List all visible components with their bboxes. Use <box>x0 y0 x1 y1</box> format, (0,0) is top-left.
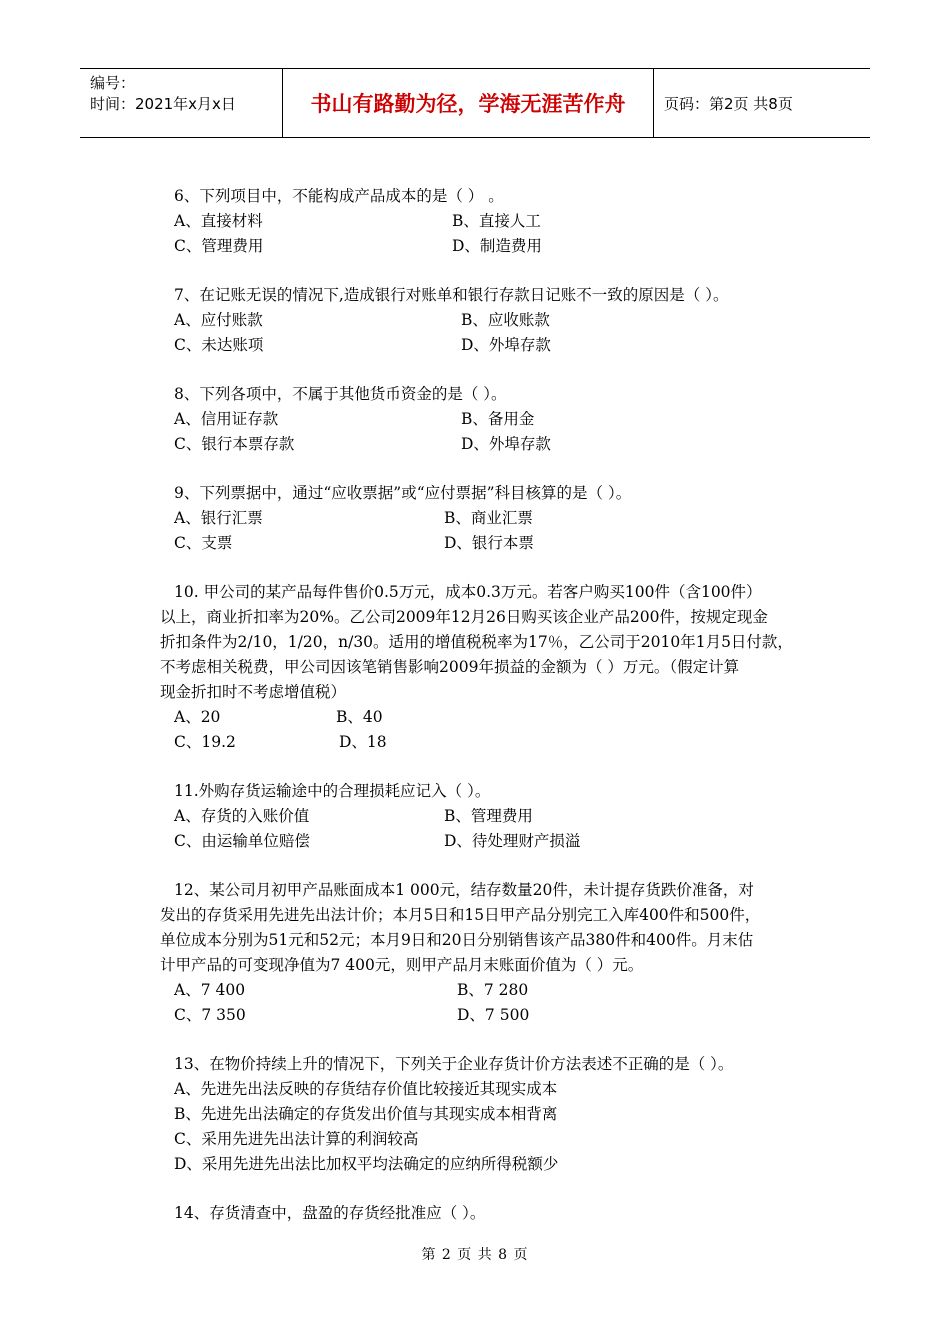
option-row <box>174 978 814 1003</box>
question-stem-line: 计甲产品的可变现净值为7 400元，则甲产品月末账面价值为（ ）元。 <box>160 956 644 974</box>
option-d: D、外埠存款 <box>461 336 551 354</box>
question-13 <box>174 1052 814 1177</box>
question-stem: 8、下列各项中，不属于其他货币资金的是（ ）。 <box>174 385 507 403</box>
page-footer: 第 2 页 共 8 页 <box>421 1247 529 1263</box>
question-list <box>160 184 814 1250</box>
option-c: C、由运输单位赔偿 <box>174 832 310 850</box>
option-a: A、7 400 <box>174 981 246 999</box>
option-a: A、银行汇票 <box>174 509 263 527</box>
question-stem-line: 12、某公司月初甲产品账面成本1 000元，结存数量20件，未计提存货跌价准备，对 <box>174 881 754 899</box>
option-b: B、7 280 <box>457 981 529 999</box>
option-row <box>174 705 814 730</box>
option-a: A、20 <box>174 708 221 726</box>
question-8 <box>174 382 814 457</box>
option-d: D、18 <box>339 733 387 751</box>
option-c: C、支票 <box>174 534 233 552</box>
document-number-label: 编号： <box>90 74 136 92</box>
question-stem-line: 10. 甲公司的某产品每件售价0.5万元，成本0.3万元。若客户购买100件（含100件） <box>174 583 762 601</box>
option-row <box>174 730 814 755</box>
question-10 <box>160 580 814 755</box>
header-motto: 书山有路勤为径，学海无涯苦作舟 <box>282 69 654 137</box>
option-row <box>174 506 814 531</box>
question-stem-line: 现金折扣时不考虑增值税） <box>160 683 347 701</box>
option-row <box>174 432 814 457</box>
question-7 <box>174 283 814 358</box>
option-a: A、应付账款 <box>174 311 263 329</box>
page-header <box>80 68 870 138</box>
question-9 <box>174 481 814 556</box>
option-d: D、外埠存款 <box>461 435 551 453</box>
option-row <box>174 531 814 556</box>
option-a: A、直接材料 <box>174 212 263 230</box>
option-b: B、备用金 <box>461 410 535 428</box>
option-d: D、7 500 <box>457 1006 530 1024</box>
question-14 <box>174 1201 814 1226</box>
option-c: C、7 350 <box>174 1006 246 1024</box>
option-c: C、银行本票存款 <box>174 435 295 453</box>
option-a: A、信用证存款 <box>174 410 279 428</box>
header-meta <box>80 69 282 137</box>
option-row <box>174 1003 814 1028</box>
option-b: B、应收账款 <box>461 311 550 329</box>
option-row <box>174 407 814 432</box>
option-row <box>174 804 814 829</box>
question-12 <box>160 878 814 1028</box>
question-stem-line: 发出的存货采用先进先出法计价；本月5日和15日甲产品分别完工入库400件和500件， <box>160 906 761 924</box>
question-stem: 7、在记账无误的情况下,造成银行对账单和银行存款日记账不一致的原因是（ ）。 <box>174 286 729 304</box>
option-row <box>174 333 814 358</box>
question-11 <box>174 779 814 854</box>
option-d: D、制造费用 <box>452 237 542 255</box>
question-stem: 13、在物价持续上升的情况下，下列关于企业存货计价方法表述不正确的是（ ）。 <box>174 1055 734 1073</box>
option-row <box>174 829 814 854</box>
option-a: A、存货的入账价值 <box>174 807 310 825</box>
option-c: C、采用先进先出法计算的利润较高 <box>174 1130 419 1148</box>
question-stem: 9、下列票据中，通过“应收票据”或“应付票据”科目核算的是（ ）。 <box>174 484 632 502</box>
option-b: B、40 <box>336 708 383 726</box>
option-row <box>174 234 814 259</box>
question-stem-line: 单位成本分别为51元和52元；本月9日和20日分别销售该产品380件和400件。月末估 <box>160 931 754 949</box>
question-stem: 14、存货清查中，盘盈的存货经批准应（ ）。 <box>174 1204 486 1222</box>
question-stem-line: 以上，商业折扣率为20%。乙公司2009年12月26日购买该企业产品200件，按规定现金 <box>160 608 768 626</box>
question-6 <box>174 184 814 259</box>
option-row <box>174 209 814 234</box>
question-stem-line: 不考虑相关税费，甲公司因该笔销售影响2009年损益的金额为（ ）万元。（假定计算 <box>160 658 740 676</box>
option-c: C、管理费用 <box>174 237 264 255</box>
option-c: C、19.2 <box>174 733 236 751</box>
option-c: C、未达账项 <box>174 336 264 354</box>
option-row <box>174 308 814 333</box>
option-d: D、银行本票 <box>444 534 534 552</box>
option-b: B、先进先出法确定的存货发出价值与其现实成本相背离 <box>174 1105 558 1123</box>
question-stem: 11.外购存货运输途中的合理损耗应记入（ ）。 <box>174 782 491 800</box>
document-time-label: 时间：2021年x月x日 <box>90 95 236 113</box>
question-stem: 6、下列项目中，不能构成产品成本的是（ ） 。 <box>174 187 504 205</box>
option-a: A、先进先出法反映的存货结存价值比较接近其现实成本 <box>174 1080 558 1098</box>
question-stem-line: 折扣条件为2/10，1/20，n/30。适用的增值税税率为17％，乙公司于2010年1月5日付款， <box>160 633 793 651</box>
option-d: D、待处理财产损溢 <box>444 832 581 850</box>
option-b: B、直接人工 <box>452 212 541 230</box>
option-b: B、商业汇票 <box>444 509 533 527</box>
option-d: D、采用先进先出法比加权平均法确定的应纳所得税额少 <box>174 1155 559 1173</box>
header-page-label: 页码：第2页 共8页 <box>664 94 793 113</box>
option-b: B、管理费用 <box>444 807 533 825</box>
